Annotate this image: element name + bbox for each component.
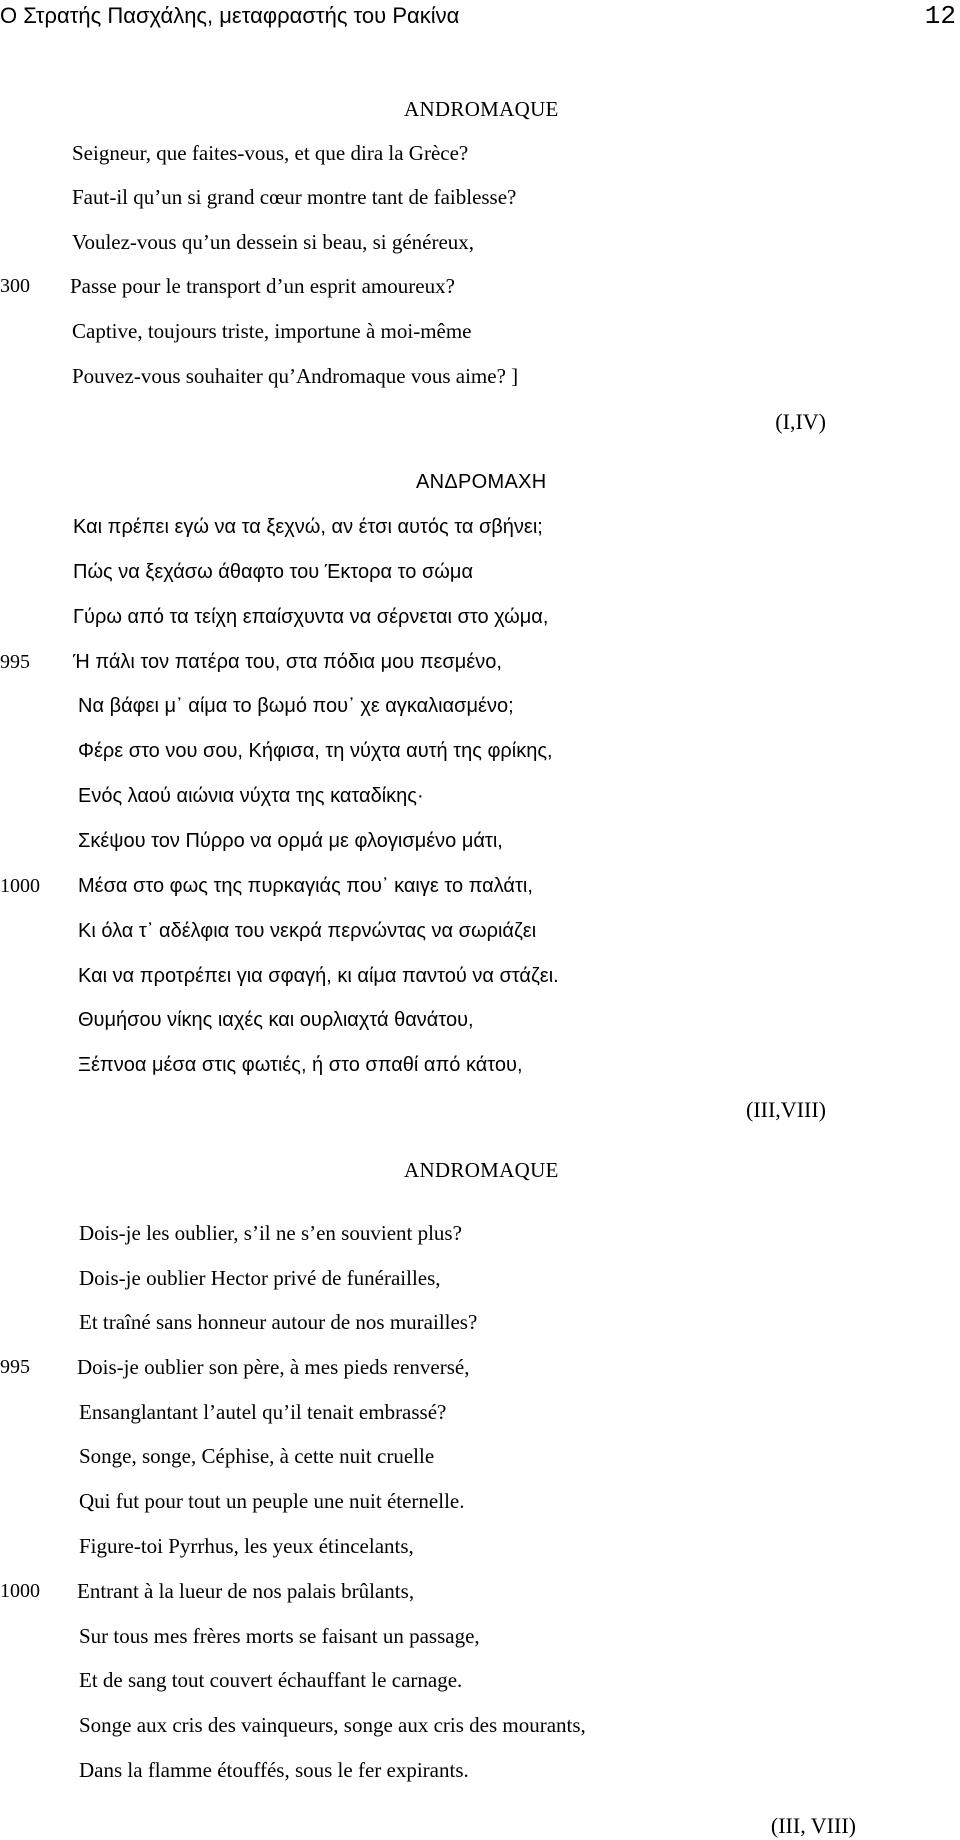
verse-line: Songe aux cris des vainqueurs, songe aux cris des mourants, — [79, 1713, 586, 1737]
line-number: 1000 — [0, 875, 40, 897]
verse-line: Figure-toi Pyrrhus, les yeux étincelants, — [79, 1534, 414, 1558]
verse-line: Ξέπνοα μέσα στις φωτιές, ή στο σπαθί από κάτου, — [78, 1054, 523, 1076]
act-scene-reference: (I,IV) — [775, 409, 826, 434]
verse-line: Θυμήσου νίκης ιαχές και ουρλιαχτά θανάτου, — [78, 1009, 474, 1031]
speaker-name: ANDROMAQUE — [404, 97, 559, 121]
speaker-heading — [404, 1157, 559, 1183]
page-number: 12 — [924, 1, 956, 31]
speaker-heading — [416, 468, 547, 496]
verse-line: Dois-je oublier son père, à mes pieds renversé, — [77, 1355, 470, 1379]
verse-line: Ή πάλι τον πατέρα του, στα πόδια μου πεσμένο, — [73, 651, 502, 673]
speaker-name: ANDROMAQUE — [404, 1158, 559, 1182]
verse-line: Γύρω από τα τείχη επαίσχυντα να σέρνεται στο χώμα, — [73, 606, 549, 628]
verse-line: Et traîné sans honneur autour de nos murailles? — [79, 1310, 478, 1334]
page-title: Ο Στρατής Πασχάλης, μεταφραστής του Ρακίνα — [0, 3, 460, 28]
act-scene-reference: (III, VIII) — [770, 1813, 856, 1838]
verse-line: Sur tous mes frères morts se faisant un passage, — [79, 1624, 480, 1648]
verse-line: Φέρε στο νου σου, Κήφισα, τη νύχτα αυτή της φρίκης, — [78, 740, 553, 762]
verse-line: Ενός λαού αιώνια νύχτα της καταδίκης· — [78, 785, 424, 807]
verse-line: Faut-il qu’un si grand cœur montre tant de faiblesse? — [72, 185, 517, 209]
verse-line: Ensanglantant l’autel qu’il tenait embrassé? — [79, 1400, 447, 1424]
verse-line: Captive, toujours triste, importune à moi-même — [72, 319, 472, 343]
verse-line: Qui fut pour tout un peuple une nuit éternelle. — [79, 1489, 465, 1513]
line-number: 995 — [0, 651, 30, 673]
verse-line: Και πρέπει εγώ να τα ξεχνώ, αν έτσι αυτός τα σβήνει; — [73, 516, 543, 538]
speaker-heading — [404, 96, 559, 122]
verse-line: Seigneur, que faites-vous, et que dira la Grèce? — [72, 141, 469, 165]
verse-line: Passe pour le transport d’un esprit amoureux? — [70, 274, 455, 298]
act-scene-reference: (III,VIII) — [746, 1097, 826, 1122]
verse-line: Pouvez-vous souhaiter qu’Andromaque vous aime? ] — [72, 364, 519, 388]
verse-line: Et de sang tout couvert échauffant le carnage. — [79, 1668, 463, 1692]
speaker-name: ΑΝΔΡΟΜΑΧΗ — [416, 471, 547, 493]
verse-line: Μέσα στο φως της πυρκαγιάς που᾽ καιγε το παλάτι, — [78, 875, 533, 897]
line-number: 995 — [0, 1356, 30, 1378]
page-header — [0, 0, 960, 32]
verse-line: Dois-je les oublier, s’il ne s’en souvient plus? — [79, 1221, 462, 1245]
line-number: 1000 — [0, 1580, 40, 1602]
verse-line: Songe, songe, Céphise, à cette nuit cruelle — [79, 1444, 435, 1468]
verse-line: Πώς να ξεχάσω άθαφτο του Έκτορα το σώμα — [73, 561, 474, 583]
line-number: 300 — [0, 275, 30, 297]
verse-line: Κι όλα τ᾽ αδέλφια του νεκρά περνώντας να σωριάζει — [78, 920, 537, 942]
verse-line: Dois-je oublier Hector privé de funérailles, — [79, 1266, 441, 1290]
verse-line: Σκέψου τον Πύρρο να ορμά με φλογισμένο μάτι, — [78, 830, 503, 852]
verse-line: Και να προτρέπει για σφαγή, κι αίμα παντού να στάζει. — [78, 965, 559, 987]
verse-line: Να βάφει μ᾽ αίμα το βωμό που᾽ χε αγκαλιασμένο; — [78, 695, 514, 717]
verse-line: Voulez-vous qu’un dessein si beau, si généreux, — [72, 230, 475, 254]
verse-line: Entrant à la lueur de nos palais brûlants, — [77, 1579, 415, 1603]
verse-line: Dans la flamme étouffés, sous le fer expirants. — [79, 1758, 469, 1782]
